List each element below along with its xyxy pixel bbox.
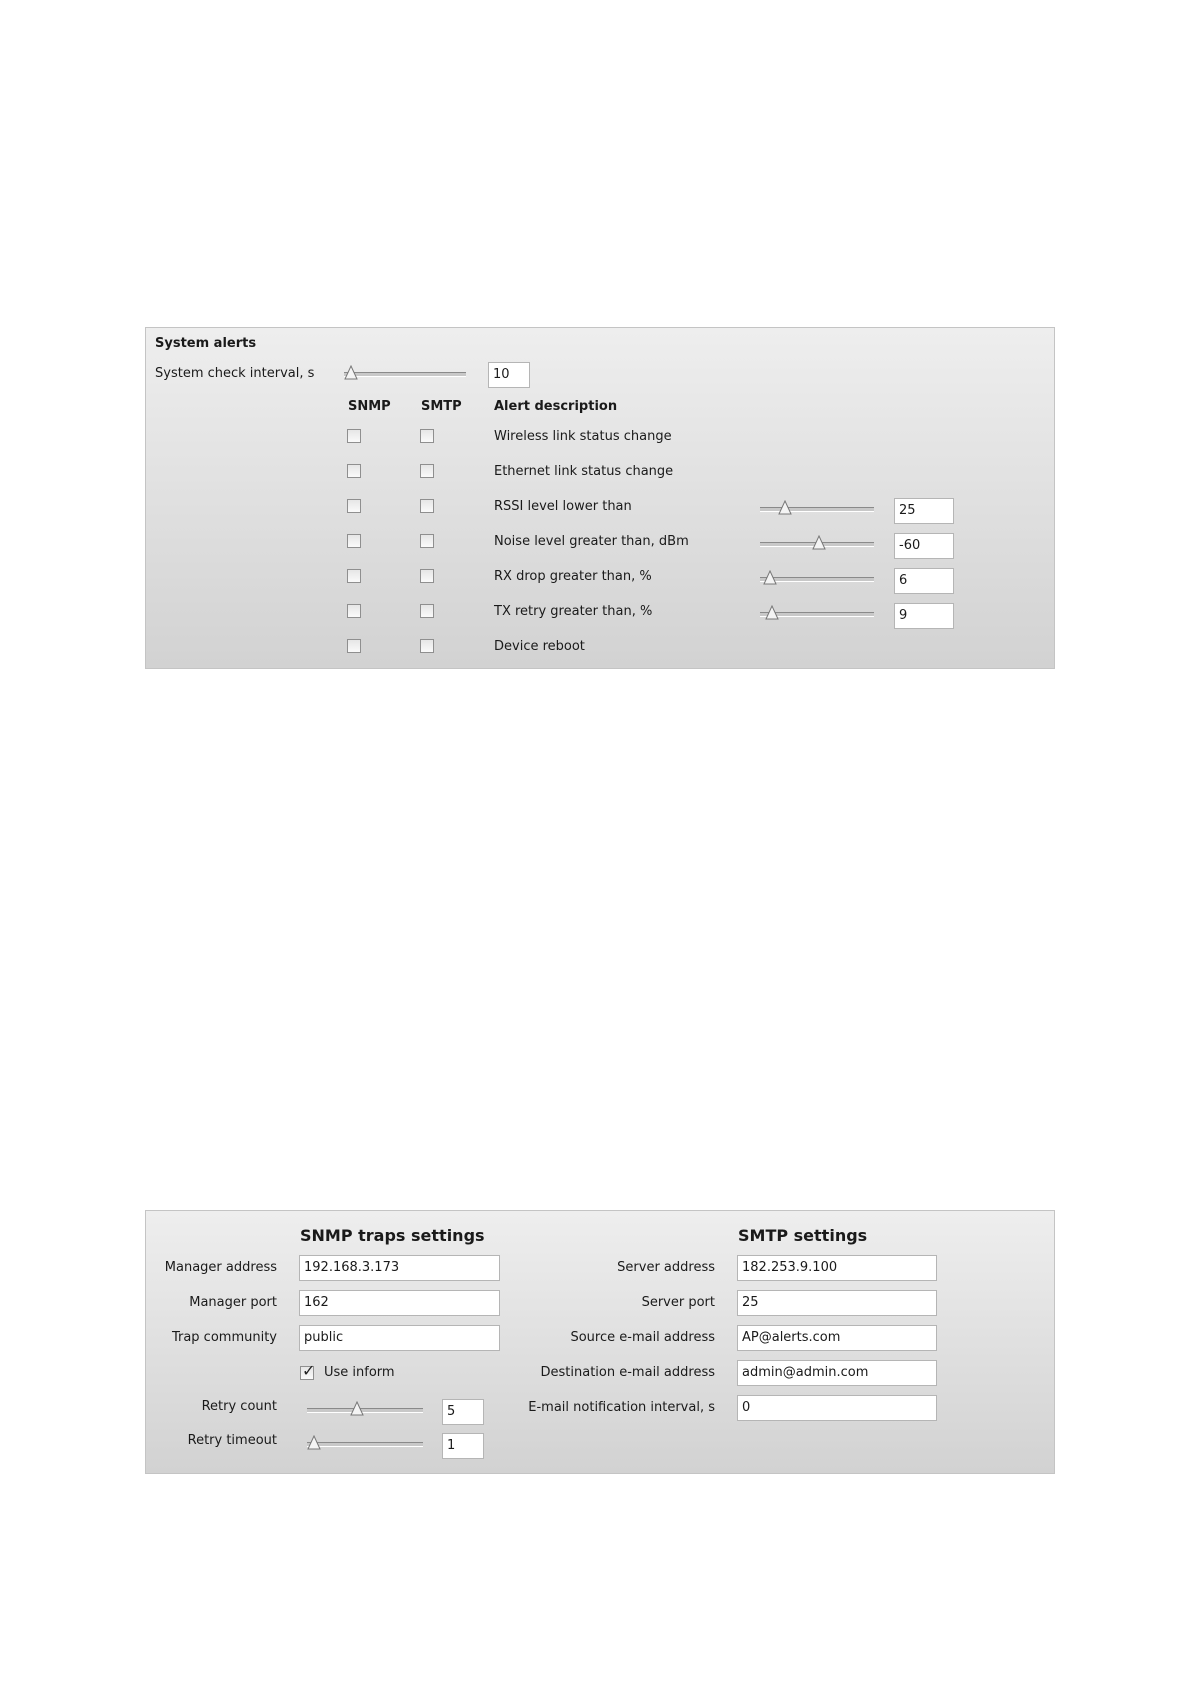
server-address-input[interactable]: 182.253.9.100 bbox=[737, 1255, 937, 1281]
server-address-label: Server address bbox=[617, 1260, 715, 1275]
rx-drop-slider[interactable] bbox=[760, 573, 874, 585]
slider-thumb-icon[interactable] bbox=[763, 570, 777, 585]
smtp-checkbox-device-reboot[interactable] bbox=[420, 639, 434, 653]
server-port-input[interactable]: 25 bbox=[737, 1290, 937, 1316]
alert-description-device-reboot: Device reboot bbox=[494, 639, 585, 654]
retry-count-slider[interactable] bbox=[307, 1404, 423, 1416]
checkmark-icon: ✓ bbox=[302, 1361, 316, 1380]
email-notification-interval-input[interactable]: 0 bbox=[737, 1395, 937, 1421]
retry-timeout-slider[interactable] bbox=[307, 1438, 423, 1450]
noise-level-slider[interactable] bbox=[760, 538, 874, 550]
alert-description-rx-drop: RX drop greater than, % bbox=[494, 569, 652, 584]
slider-thumb-icon[interactable] bbox=[765, 605, 779, 620]
snmp-checkbox-wireless-link[interactable] bbox=[347, 429, 361, 443]
snmp-checkbox-ethernet-link[interactable] bbox=[347, 464, 361, 478]
trap-community-label: Trap community bbox=[171, 1330, 277, 1345]
smtp-checkbox-ethernet-link[interactable] bbox=[420, 464, 434, 478]
slider-track bbox=[344, 372, 466, 377]
manager-port-input[interactable]: 162 bbox=[299, 1290, 500, 1316]
slider-thumb-icon[interactable] bbox=[778, 500, 792, 515]
smtp-checkbox-wireless-link[interactable] bbox=[420, 429, 434, 443]
use-inform-label: Use inform bbox=[324, 1365, 395, 1380]
snmp-checkbox-rssi-level[interactable] bbox=[347, 499, 361, 513]
snmp-checkbox-noise-level[interactable] bbox=[347, 534, 361, 548]
system-alerts-title: System alerts bbox=[155, 336, 257, 351]
tx-retry-slider[interactable] bbox=[760, 608, 874, 620]
system-alerts-panel bbox=[145, 327, 1055, 669]
destination-email-input[interactable]: admin@admin.com bbox=[737, 1360, 937, 1386]
snmp-checkbox-rx-drop[interactable] bbox=[347, 569, 361, 583]
destination-email-label: Destination e-mail address bbox=[540, 1365, 715, 1380]
source-email-label: Source e-mail address bbox=[570, 1330, 715, 1345]
noise-level-input[interactable]: -60 bbox=[894, 533, 954, 559]
system-check-interval-label: System check interval, s bbox=[155, 366, 315, 381]
column-header-alert-description: Alert description bbox=[494, 399, 618, 414]
rssi-level-slider[interactable] bbox=[760, 503, 874, 515]
smtp-checkbox-rx-drop[interactable] bbox=[420, 569, 434, 583]
column-header-snmp: SNMP bbox=[348, 399, 391, 414]
slider-track bbox=[307, 1408, 423, 1413]
column-header-smtp: SMTP bbox=[421, 399, 462, 414]
retry-timeout-label: Retry timeout bbox=[187, 1433, 277, 1448]
snmp-checkbox-device-reboot[interactable] bbox=[347, 639, 361, 653]
alert-description-ethernet-link: Ethernet link status change bbox=[494, 464, 674, 479]
snmp-checkbox-tx-retry[interactable] bbox=[347, 604, 361, 618]
snmp-traps-settings-title: SNMP traps settings bbox=[300, 1226, 485, 1245]
smtp-settings-title: SMTP settings bbox=[738, 1226, 868, 1245]
slider-thumb-icon[interactable] bbox=[350, 1401, 364, 1416]
retry-count-label: Retry count bbox=[201, 1399, 277, 1414]
slider-track bbox=[307, 1442, 423, 1447]
trap-community-input[interactable]: public bbox=[299, 1325, 500, 1351]
tx-retry-input[interactable]: 9 bbox=[894, 603, 954, 629]
slider-track bbox=[760, 577, 874, 582]
smtp-checkbox-tx-retry[interactable] bbox=[420, 604, 434, 618]
system-check-interval-slider[interactable] bbox=[344, 368, 466, 380]
alert-description-tx-retry: TX retry greater than, % bbox=[494, 604, 653, 619]
smtp-checkbox-rssi-level[interactable] bbox=[420, 499, 434, 513]
slider-thumb-icon[interactable] bbox=[344, 365, 358, 380]
rssi-level-input[interactable]: 25 bbox=[894, 498, 954, 524]
manager-address-label: Manager address bbox=[164, 1260, 277, 1275]
rx-drop-input[interactable]: 6 bbox=[894, 568, 954, 594]
notification-settings-panel bbox=[145, 1210, 1055, 1474]
slider-thumb-icon[interactable] bbox=[307, 1435, 321, 1450]
slider-thumb-icon[interactable] bbox=[812, 535, 826, 550]
server-port-label: Server port bbox=[641, 1295, 715, 1310]
email-notification-interval-label: E-mail notification interval, s bbox=[528, 1400, 715, 1415]
manager-address-input[interactable]: 192.168.3.173 bbox=[299, 1255, 500, 1281]
system-check-interval-input[interactable]: 10 bbox=[488, 362, 530, 388]
smtp-checkbox-noise-level[interactable] bbox=[420, 534, 434, 548]
alert-description-wireless-link: Wireless link status change bbox=[494, 429, 672, 444]
alert-description-noise-level: Noise level greater than, dBm bbox=[494, 534, 689, 549]
use-inform-checkbox[interactable] bbox=[300, 1361, 316, 1380]
manager-port-label: Manager port bbox=[189, 1295, 277, 1310]
retry-count-input[interactable]: 5 bbox=[442, 1399, 484, 1425]
source-email-input[interactable]: AP@alerts.com bbox=[737, 1325, 937, 1351]
alert-description-rssi-level: RSSI level lower than bbox=[494, 499, 632, 514]
retry-timeout-input[interactable]: 1 bbox=[442, 1433, 484, 1459]
